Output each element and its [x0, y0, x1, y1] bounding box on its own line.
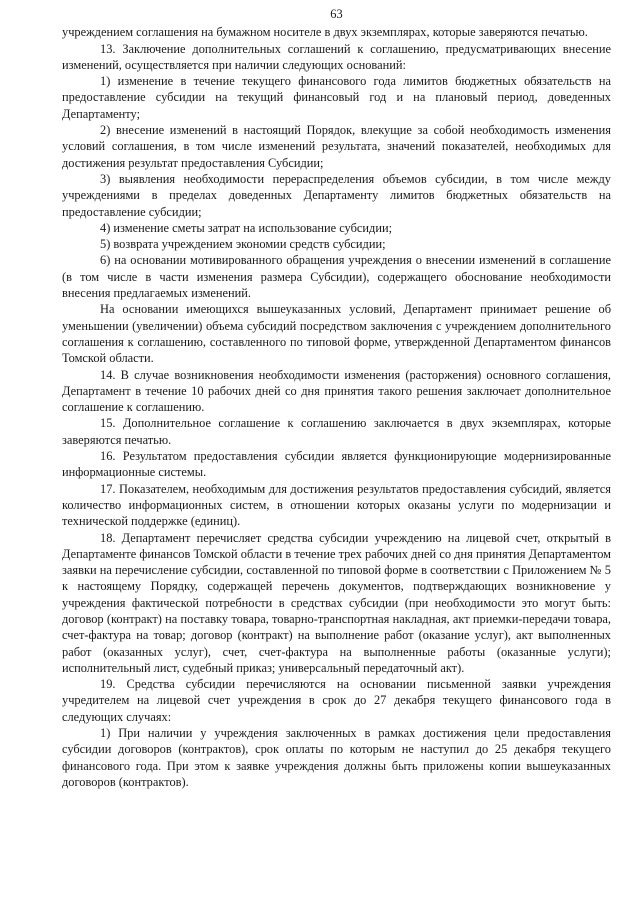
page-number: 63 — [330, 7, 343, 21]
paragraph: 18. Департамент перечисляет средства субсидии учреждению на лицевой счет, открытый в Департаменте финансов Томской области в течение трех рабочих дней со дня принятия Департаментом заявки на перечисление субсидии, составленной по типовой форме в соответствии с Приложением № 5 к настоящему Порядку, содержащей перечень документов, подтверждающих возникновение у учреждения фактической потребности в средствах субсидии (при необходимости это могут быть: договор (контракт) на поставку товара, товарно-транспортная накладная, акт приемки-передачи товара, счет-фактура на товар; договор (контракт) на выполнение работ (оказание услуг), акт выполненных работ (оказанных услуг), счет, счет-фактура на выполненные работы (оказанные услуги); исполнительный лист, судебный приказ; универсальный передаточный акт). — [62, 530, 611, 675]
paragraph: 15. Дополнительное соглашение к соглашению заключается в двух экземплярах, которые заверяются печатью. — [62, 416, 611, 447]
paragraph: 19. Средства субсидии перечисляются на основании письменной заявки учреждения учредителем на лицевой счет учреждения в срок до 27 декабря текущего финансового года в следующих случаях: — [62, 677, 611, 724]
paragraph: 2) внесение изменений в настоящий Порядок, влекущие за собой необходимость изменения условий соглашения, в том числе изменений результата, значений показателей, необходимых для достижения результат предоставления Субсидии; — [62, 123, 611, 170]
paragraph: 14. В случае возникновения необходимости изменения (расторжения) основного соглашения, Департамент в течение 10 рабочих дней со дня принятия такого решения заключает дополнительное соглашение к соглашению. — [62, 367, 611, 415]
paragraph: 4) изменение сметы затрат на использование субсидии; — [100, 220, 393, 235]
paragraph: 16. Результатом предоставления субсидии является функционирующие модернизированные информационные системы. — [62, 449, 611, 480]
paragraph: На основании имеющихся вышеуказанных условий, Департамент принимает решение об уменьшении (увеличении) объема субсидий посредством заключения с учреждением дополнительного соглашения к соглашению, составленного по типовой форме, утвержденной Департаментом финансов Томской области. — [62, 302, 611, 366]
paragraph: 6) на основании мотивированного обращения учреждения о внесении изменений в соглашение (в том числе в части изменения размера Субсидии), содержащего обоснование необходимости внесения предлагаемых изменений. — [62, 253, 611, 301]
paragraph: учреждением соглашения на бумажном носителе в двух экземплярах, которые заверяются печатью. — [62, 25, 588, 40]
paragraph: 17. Показателем, необходимым для достижения результатов предоставления субсидий, является количество информационных систем, в отношении которых оказаны услуги по модернизации и технической поддержке (единиц). — [62, 481, 611, 529]
paragraph: 13. Заключение дополнительных соглашений к соглашению, предусматривающих внесение изменений, осуществляется при наличии следующих оснований: — [62, 41, 611, 72]
paragraph: 5) возврата учреждением экономии средств субсидии; — [100, 237, 386, 252]
paragraph: 1) При наличии у учреждения заключенных в рамках достижения цели предоставления субсидии договоров (контрактов), срок оплаты по которым не наступил до 25 декабря текущего финансового года. При этом к заявке учреждения должны быть приложены копии вышеуказанных договоров (контрактов). — [62, 726, 611, 789]
document-body — [62, 24, 611, 790]
paragraph: 1) изменение в течение текущего финансового года лимитов бюджетных обязательств на предоставление субсидии на текущий финансовый год и на плановый период, доведенных Департаменту; — [62, 74, 611, 121]
paragraph: 3) выявления необходимости перераспределения объемов субсидии, в том числе между учреждениями в пределах доведенных Департаменту лимитов бюджетных обязательств на предоставление субсидии; — [62, 171, 611, 219]
